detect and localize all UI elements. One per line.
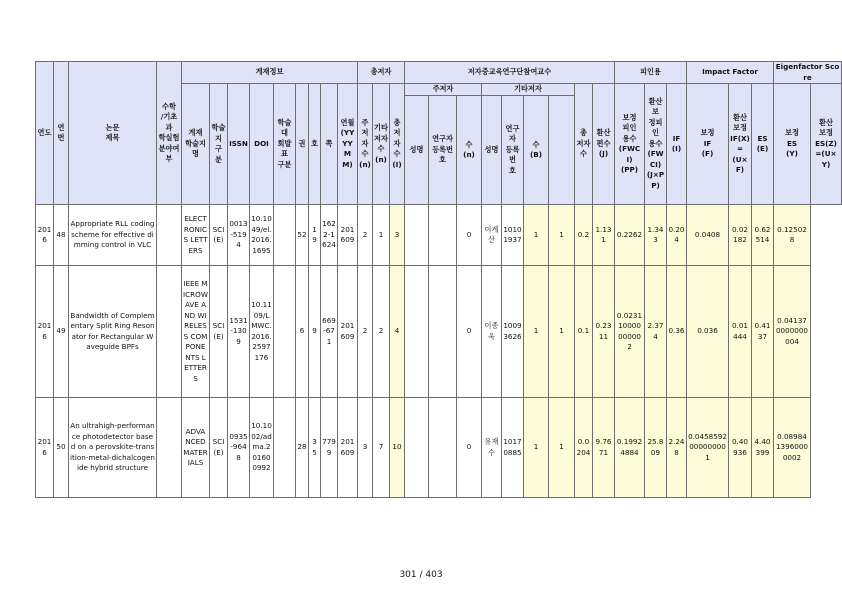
header-pages: 쪽 <box>321 84 338 205</box>
cell-o-b: 1 <box>524 266 549 398</box>
header-other-count: 수 (B) <box>524 96 549 205</box>
cell-year: 2016 <box>36 266 54 398</box>
header-conference: 학술대 회발표 구분 <box>274 84 296 205</box>
cell-n-total: 4 <box>390 266 405 398</box>
cell-conf <box>274 205 296 266</box>
header-author-count: 총저자 <box>358 62 405 84</box>
cell-m-n: 0 <box>457 398 482 498</box>
page-number: 301 / 403 <box>399 570 443 580</box>
header-other-name: 성명 <box>482 96 502 205</box>
cell-n-total: 3 <box>390 205 405 266</box>
cell-es: 0.40936 <box>729 398 752 498</box>
header-if: IF (I) <box>667 84 687 205</box>
cell-n-main: 3 <box>358 398 373 498</box>
table-row <box>36 266 842 398</box>
cell-ym: 201609 <box>338 266 358 398</box>
cell-if: 25.809 <box>645 398 667 498</box>
cell-n-main: 2 <box>358 266 373 398</box>
cell-if-conv: 0.0458592000000001 <box>687 398 729 498</box>
cell-tot: 1 <box>549 205 575 266</box>
header-participant: 저자중교육연구단참여교수 <box>405 62 615 84</box>
cell-pages: 669-671 <box>321 266 338 398</box>
cell-es-conv: 0.125028 <box>774 205 811 266</box>
cell-fwci: 1.131 <box>593 205 615 266</box>
header-converted-count: 환산 편수 (J) <box>593 84 615 205</box>
header-main-reg: 연구자 등록번 호 <box>429 96 457 205</box>
cell-pages: 1622-1624 <box>321 205 338 266</box>
cell-if: 2.374 <box>645 266 667 398</box>
cell-issue: 35 <box>309 398 321 498</box>
research-table <box>35 61 842 498</box>
header-main-authors: 주 저자 수 (n) <box>358 84 373 205</box>
header-year: 연도 <box>36 62 54 205</box>
cell-title: Bandwidth of Complementary Split Ring Resonator for Rectangular Waveguide BPFs <box>69 266 157 398</box>
cell-fwci-conv: 0.19924884 <box>615 398 645 498</box>
cell-m-reg <box>429 205 457 266</box>
cell-m-reg <box>429 398 457 498</box>
cell-title: An ultrahigh-performance photodetector based on a perovskite-transition-metal-dichalcogenide hybrid structure <box>69 398 157 498</box>
cell-es-conv: 0.0898413960000002 <box>774 398 811 498</box>
header-serial: 연번 <box>54 62 69 205</box>
header-fwci-conv: 환산보 정피인 용수 (FWCI) (J×PP) <box>645 84 667 205</box>
header-total-author-count: 총 저자 수 <box>575 84 593 205</box>
cell-o-name: 이계산 <box>482 205 502 266</box>
cell-title: Appropriate RLL coding scheme for effective dimming control in VLC <box>69 205 157 266</box>
cell-doi: 10.1049/el.2016.1695 <box>250 205 274 266</box>
cell-n-other: 7 <box>373 398 390 498</box>
cell-o-b: 1 <box>524 398 549 498</box>
cell-es-adj: 4.40399 <box>752 398 774 498</box>
header-issue: 호 <box>309 84 321 205</box>
cell-jtype: SCI(E) <box>210 266 228 398</box>
cell-m-name <box>405 398 429 498</box>
cell-serial: 49 <box>54 266 69 398</box>
cell-journal: ELECTRONICS LETTERS <box>182 205 210 266</box>
cell-fwci-conv: 0.2262 <box>615 205 645 266</box>
cell-ym: 201609 <box>338 205 358 266</box>
cell-o-reg: 10170885 <box>502 398 524 498</box>
cell-if: 1.343 <box>645 205 667 266</box>
cell-o-reg: 10101937 <box>502 205 524 266</box>
header-journal-type: 학술 지 구 분 <box>210 84 228 205</box>
header-main-name: 성명 <box>405 96 429 205</box>
header-doi: DOI <box>250 84 274 205</box>
cell-fwci-conv: 0.023110000000002 <box>615 266 645 398</box>
cell-fwci: 0.2311 <box>593 266 615 398</box>
header-journal-name: 게재 학술지 명 <box>182 84 210 205</box>
cell-es-conv: 0.041370000000004 <box>774 266 811 398</box>
cell-o-b: 1 <box>524 205 549 266</box>
header-year-month: 연월 (YYYY MM) <box>338 84 358 205</box>
cell-conf <box>274 398 296 498</box>
cell-ym: 201609 <box>338 398 358 498</box>
cell-issn: 0013-5194 <box>228 205 250 266</box>
header-sci-field: 수학 /기초과 학실험 분야여 부 <box>157 62 182 205</box>
cell-conv: 0.1 <box>575 266 593 398</box>
cell-n-main: 2 <box>358 205 373 266</box>
header-eigenfactor: Eigenfactor Score <box>774 62 842 84</box>
cell-volume: 52 <box>296 205 309 266</box>
cell-es: 0.01444 <box>729 266 752 398</box>
cell-pages: 7799 <box>321 398 338 498</box>
header-total-authors: 총 저자 수 (I) <box>390 84 405 205</box>
cell-m-name <box>405 205 429 266</box>
cell-issn: 0935-9648 <box>228 398 250 498</box>
header-impact-factor: Impact Factor <box>687 62 774 84</box>
cell-if-conv: 0.0408 <box>687 205 729 266</box>
cell-tot: 1 <box>549 398 575 498</box>
header-issn: ISSN <box>228 84 250 205</box>
cell-o-name: 유재수 <box>482 398 502 498</box>
cell-serial: 48 <box>54 205 69 266</box>
cell-tot: 1 <box>549 266 575 398</box>
header-other-authors: 기타 저자 수 (n) <box>373 84 390 205</box>
cell-o-reg: 10093626 <box>502 266 524 398</box>
cell-year: 2016 <box>36 205 54 266</box>
cell-volume: 28 <box>296 398 309 498</box>
cell-m-reg <box>429 266 457 398</box>
header-other-reg: 연구자 등록번 호 <box>502 96 524 205</box>
header-es-conv: 환산 보정 ES(Z) =(U×Y) <box>811 84 842 205</box>
cell-issue: 19 <box>309 205 321 266</box>
cell-conv: 0.0204 <box>575 398 593 498</box>
header-main-count: 수 (n) <box>457 96 482 205</box>
cell-m-n: 0 <box>457 205 482 266</box>
cell-m-n: 0 <box>457 266 482 398</box>
header-volume: 권 <box>296 84 309 205</box>
cell-doi: 10.1109/LMWC.2016.2597176 <box>250 266 274 398</box>
cell-journal: ADVANCED MATERIALS <box>182 398 210 498</box>
header-if-adj: 보정 IF (F) <box>687 84 729 205</box>
cell-issue: 9 <box>309 266 321 398</box>
cell-sci <box>157 205 182 266</box>
cell-serial: 50 <box>54 398 69 498</box>
header-other-spacer <box>549 96 575 205</box>
cell-sci <box>157 398 182 498</box>
cell-es: 0.02182 <box>729 205 752 266</box>
cell-n-other: 2 <box>373 266 390 398</box>
cell-year: 2016 <box>36 398 54 498</box>
cell-issn: 1531-1309 <box>228 266 250 398</box>
header-citation: 피인용 <box>615 62 687 84</box>
header-other-author: 기타저자 <box>482 84 575 96</box>
cell-o-name: 이종욱 <box>482 266 502 398</box>
header-pub-info: 게재정보 <box>182 62 358 84</box>
cell-volume: 6 <box>296 266 309 398</box>
cell-if-adj: 2.248 <box>667 398 687 498</box>
cell-jtype: SCI(E) <box>210 398 228 498</box>
cell-es-adj: 0.62514 <box>752 205 774 266</box>
cell-doi: 10.1002/adma.201600992 <box>250 398 274 498</box>
cell-conf <box>274 266 296 398</box>
cell-journal: IEEE MICROWAVE AND WIRELESS COMPONENTS LETTERS <box>182 266 210 398</box>
cell-n-total: 10 <box>390 398 405 498</box>
cell-conv: 0.2 <box>575 205 593 266</box>
header-es: ES (E) <box>752 84 774 205</box>
cell-sci <box>157 266 182 398</box>
header-main-author: 주저자 <box>405 84 482 96</box>
header-if-conv: 환산 보정 IF(X) = (U×F) <box>729 84 752 205</box>
cell-fwci: 9.7671 <box>593 398 615 498</box>
table-row <box>36 205 842 266</box>
cell-if-adj: 0.36 <box>667 266 687 398</box>
header-es-adj: 보정 ES (Y) <box>774 84 811 205</box>
cell-n-other: 1 <box>373 205 390 266</box>
header-paper-title: 논문 제목 <box>69 62 157 205</box>
cell-m-name <box>405 266 429 398</box>
cell-if-conv: 0.036 <box>687 266 729 398</box>
cell-if-adj: 0.204 <box>667 205 687 266</box>
cell-es-adj: 0.4137 <box>752 266 774 398</box>
header-fwci: 보정 피인 용수 (FWC I) (PP) <box>615 84 645 205</box>
cell-jtype: SCI(E) <box>210 205 228 266</box>
table-row <box>36 398 842 498</box>
